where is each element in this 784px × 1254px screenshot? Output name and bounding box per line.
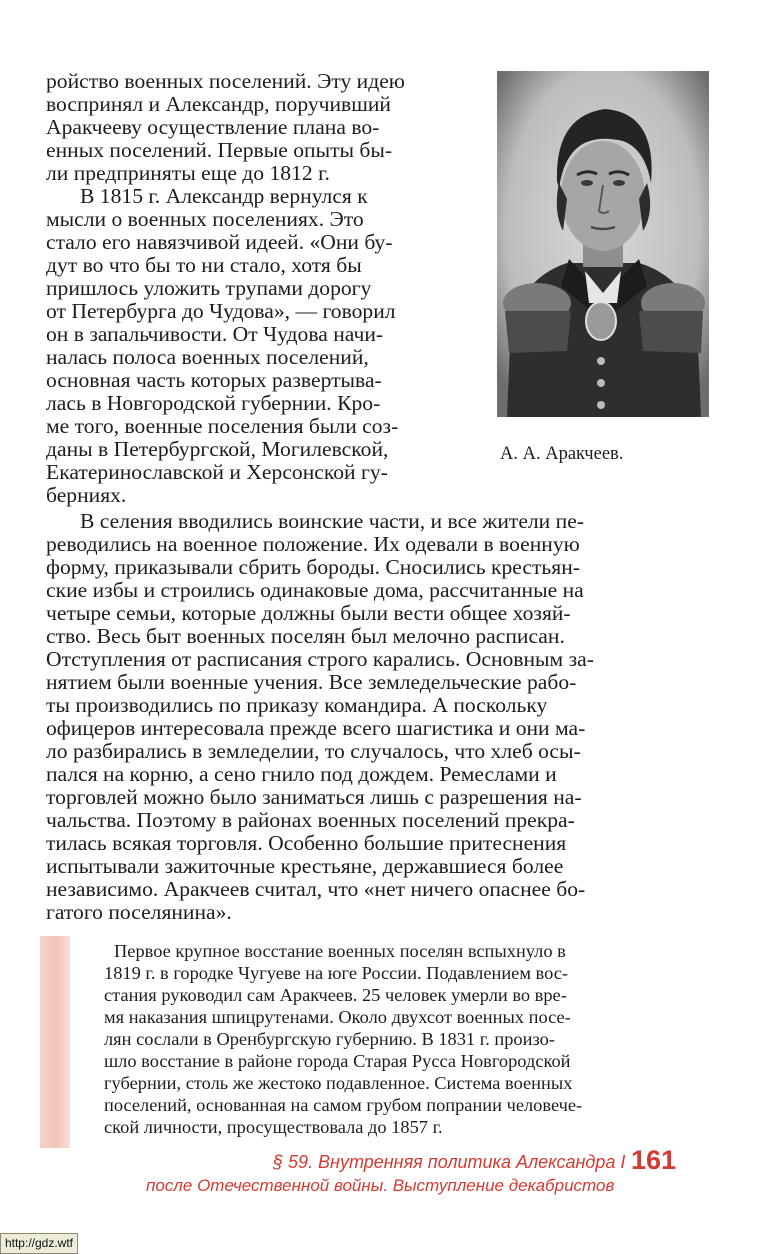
text-line: пришлось уложить трупами дорогу xyxy=(46,276,372,300)
text-line: Первое крупное восстание военных поселян вспыхнуло в xyxy=(114,941,566,961)
side-decoration-band xyxy=(40,936,70,1148)
text-line: налась полоса военных поселений, xyxy=(46,345,369,369)
text-line: поселений, основанная на самом грубом попрании человече- xyxy=(104,1095,583,1115)
text-line: мысли о военных поселениях. Это xyxy=(46,207,364,231)
text-line: испытывали зажиточные крестьяне, державшиеся более xyxy=(46,854,564,878)
text-line: форму, приказывали сбрить бороды. Сносились крестьян- xyxy=(46,555,580,579)
text-line: тилась всякая торговля. Особенно большие притеснения xyxy=(46,831,567,855)
text-line: ройство военных поселений. Эту идею xyxy=(46,69,405,93)
text-line: дут во что бы то ни стало, хотя бы xyxy=(46,253,362,277)
text-line: чальства. Поэтому в районах военных поселений прекра- xyxy=(46,808,575,832)
text-line: ты производились по приказу командира. А поскольку xyxy=(46,693,548,717)
page-number: 161 xyxy=(631,1145,677,1175)
text-line: енных поселений. Первые опыты бы- xyxy=(46,138,393,162)
text-line: пался на корню, а сено гнило под дождем. Ремеслами и xyxy=(46,762,557,786)
text-line: реводились на военное положение. Их одевали в военную xyxy=(46,532,580,556)
text-line: торговлей можно было заниматься лишь с разрешения на- xyxy=(46,785,582,809)
text-line: независимо. Аракчеев считал, что «нет ничего опаснее бо- xyxy=(46,877,586,901)
text-line: ской личности, просуществовала до 1857 г. xyxy=(104,1117,443,1137)
portrait-caption: А. А. Аракчеев. xyxy=(500,444,624,464)
text-line: лась в Новгородской губернии. Кро- xyxy=(46,391,381,415)
text-line: воспринял и Александр, поручивший xyxy=(46,92,391,116)
text-line: губернии, столь же жестоко подавленное. Система военных xyxy=(104,1073,573,1093)
text-line: мя наказания шпицрутенами. Около двухсот военных посе- xyxy=(104,1007,571,1027)
text-line: берниях. xyxy=(46,483,127,507)
text-line: ство. Весь быт военных поселян был мелочно расписан. xyxy=(46,624,565,648)
portrait-image xyxy=(497,71,709,417)
text-line: нятием были военные учения. Все земледельческие рабо- xyxy=(46,670,577,694)
text-line: В селения вводились воинские части, и все жители пе- xyxy=(80,509,584,533)
text-line: офицеров интересовала прежде всего шагистика и они ма- xyxy=(46,716,586,740)
text-line: четыре семьи, которые должны были вести общее хозяй- xyxy=(46,601,571,625)
text-line: от Петербурга до Чудова», — говорил xyxy=(46,299,396,323)
text-line: ские избы и строились одинаковые дома, рассчитанные на xyxy=(46,578,584,602)
text-line: ли предприняты еще до 1812 г. xyxy=(46,161,330,185)
text-line: стало его навязчивой идеей. «Они бу- xyxy=(46,230,393,254)
text-line: Аракчееву осуществление плана во- xyxy=(46,115,380,139)
watermark-link[interactable]: http://gdz.wtf xyxy=(0,1233,78,1254)
text-line: 1819 г. в городке Чугуеве на юге России. Подавлением вос- xyxy=(104,963,569,983)
text-line: гатого поселянина». xyxy=(46,900,232,924)
text-line: ло разбирались в земледелии, то случалось, что хлеб осы- xyxy=(46,739,581,763)
text-line: основная часть которых развертыва- xyxy=(46,368,382,392)
text-line: стания руководил сам Аракчеев. 25 человек умерли во вре- xyxy=(104,985,567,1005)
text-line: шло восстание в районе города Старая Русса Новгородской xyxy=(104,1051,571,1071)
section-title: § 59. Внутренняя политика Александра I xyxy=(273,1152,626,1172)
text-line: лян сослали в Оренбургскую губернию. В 1831 г. произо- xyxy=(104,1029,555,1049)
text-line: даны в Петербургской, Могилевской, xyxy=(46,437,389,461)
text-line: Екатеринославской и Херсонской гу- xyxy=(46,460,388,484)
text-line: В 1815 г. Александр вернулся к xyxy=(80,184,368,208)
portrait-drawing xyxy=(497,71,709,417)
text-line: Отступления от расписания строго карались. Основным за- xyxy=(46,647,594,671)
text-line: он в запальчивости. От Чудова начи- xyxy=(46,322,384,346)
text-line: ме того, военные поселения были соз- xyxy=(46,414,399,438)
section-subtitle: после Отечественной войны. Выступление декабристов xyxy=(146,1176,615,1195)
